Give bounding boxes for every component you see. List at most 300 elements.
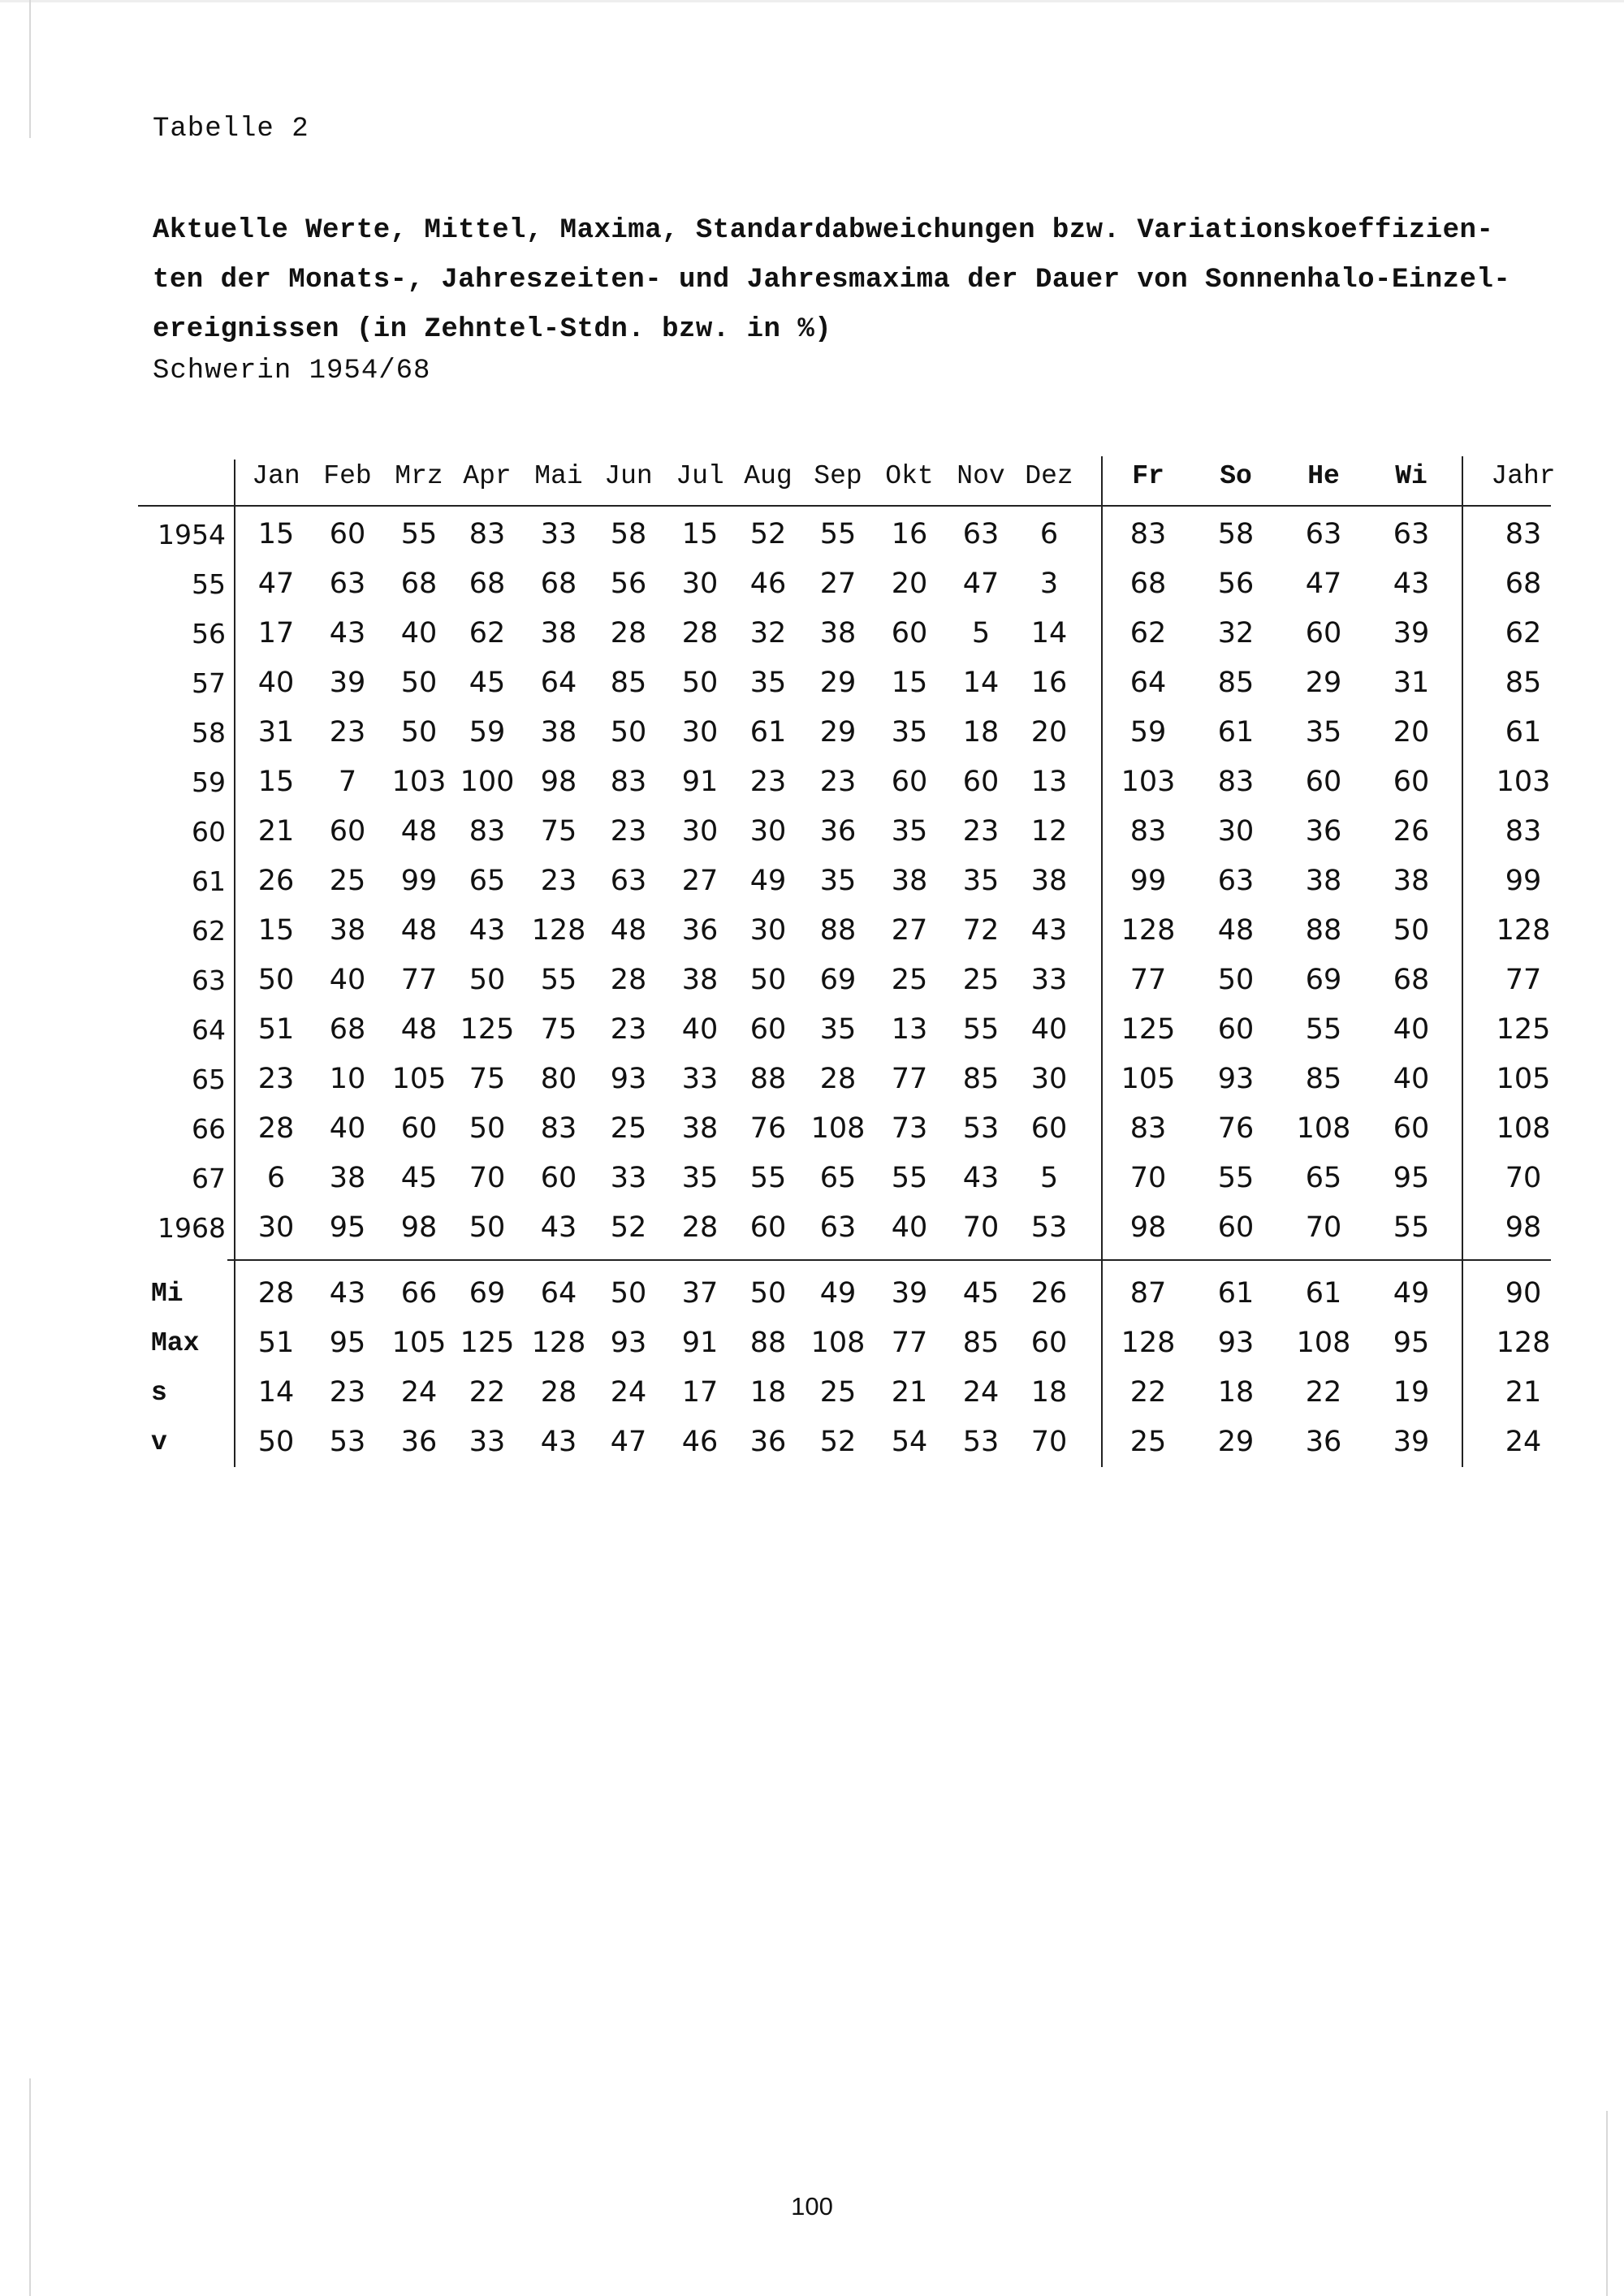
- table-cell: 52: [749, 518, 787, 550]
- table-cell: 77: [1129, 964, 1167, 996]
- table-cell: 77: [891, 1063, 928, 1095]
- summary-cell: 26: [1030, 1277, 1068, 1310]
- table-cell: 50: [681, 667, 719, 699]
- table-cell: 28: [610, 964, 647, 996]
- table-cell: 98: [400, 1211, 438, 1244]
- summary-cell: 50: [257, 1426, 295, 1458]
- table-cell: 39: [1393, 617, 1430, 650]
- table-cell: 38: [681, 964, 719, 996]
- table-cell: 38: [819, 617, 857, 650]
- table-cell: 55: [749, 1162, 787, 1194]
- table-cell: 56: [1217, 568, 1255, 600]
- table-cell: 88: [819, 914, 857, 947]
- summary-cell: 93: [1217, 1327, 1255, 1359]
- table-cell: 83: [540, 1112, 577, 1145]
- summary-cell: 108: [810, 1327, 866, 1359]
- table-cell: 43: [329, 617, 366, 650]
- table-cell: 103: [391, 766, 447, 798]
- column-header-dez: Dez: [1025, 461, 1073, 491]
- table-caption: [153, 206, 1566, 355]
- table-cell: 83: [1505, 815, 1542, 848]
- table-cell: 58: [610, 518, 647, 550]
- table-cell: 60: [1217, 1211, 1255, 1244]
- summary-label: Max: [151, 1328, 200, 1358]
- table-cell: 29: [819, 667, 857, 699]
- table-cell: 25: [610, 1112, 647, 1145]
- table-cell: 55: [1393, 1211, 1430, 1244]
- column-header-sep: Sep: [814, 461, 862, 491]
- column-header-fr: Fr: [1132, 461, 1164, 491]
- caption-line: Aktuelle Werte, Mittel, Maxima, Standardabweichungen bzw. Variationskoeffizien-: [153, 215, 1494, 246]
- row-year: 59: [192, 766, 226, 798]
- column-header-jun: Jun: [604, 461, 653, 491]
- table-cell: 85: [1305, 1063, 1342, 1095]
- table-cell: 20: [891, 568, 928, 600]
- table-cell: 63: [1305, 518, 1342, 550]
- row-year: 56: [192, 618, 226, 650]
- summary-cell: 36: [400, 1426, 438, 1458]
- table-cell: 53: [962, 1112, 1000, 1145]
- table-cell: 99: [400, 865, 438, 897]
- table-cell: 47: [257, 568, 295, 600]
- table-cell: 15: [257, 766, 295, 798]
- table-cell: 38: [681, 1112, 719, 1145]
- table-cell: 32: [749, 617, 787, 650]
- table-cell: 23: [540, 865, 577, 897]
- summary-cell: 28: [540, 1376, 577, 1409]
- table-cell: 103: [1496, 766, 1551, 798]
- table-cell: 38: [1030, 865, 1068, 897]
- table-cell: 62: [1129, 617, 1167, 650]
- table-cell: 21: [257, 815, 295, 848]
- summary-cell: 25: [1129, 1426, 1167, 1458]
- summary-cell: 95: [329, 1327, 366, 1359]
- summary-cell: 70: [1030, 1426, 1068, 1458]
- summary-cell: 49: [1393, 1277, 1430, 1310]
- table-cell: 40: [891, 1211, 928, 1244]
- table-cell: 68: [329, 1013, 366, 1046]
- table-cell: 68: [1129, 568, 1167, 600]
- summary-cell: 88: [749, 1327, 787, 1359]
- table-cell: 70: [1305, 1211, 1342, 1244]
- summary-cell: 22: [1129, 1376, 1167, 1409]
- summary-cell: 128: [1121, 1327, 1176, 1359]
- column-header-jan: Jan: [252, 461, 300, 491]
- summary-cell: 91: [681, 1327, 719, 1359]
- table-cell: 105: [1496, 1063, 1551, 1095]
- table-cell: 55: [962, 1013, 1000, 1046]
- table-cell: 105: [391, 1063, 447, 1095]
- station-period: Schwerin 1954/68: [153, 356, 431, 386]
- summary-cell: 108: [1296, 1327, 1351, 1359]
- summary-cell: 29: [1217, 1426, 1255, 1458]
- table-cell: 45: [400, 1162, 438, 1194]
- table-cell: 49: [749, 865, 787, 897]
- table-cell: 50: [749, 964, 787, 996]
- table-cell: 35: [819, 1013, 857, 1046]
- table-row: [138, 1055, 1567, 1104]
- table-cell: 38: [540, 617, 577, 650]
- summary-cell: 69: [469, 1277, 506, 1310]
- table-cell: 64: [1129, 667, 1167, 699]
- table-cell: 108: [1296, 1112, 1351, 1145]
- column-header-so: So: [1220, 461, 1252, 491]
- table-cell: 14: [1030, 617, 1068, 650]
- table-cell: 83: [469, 815, 506, 848]
- table-cell: 63: [1217, 865, 1255, 897]
- summary-cell: 37: [681, 1277, 719, 1310]
- summary-cell: 45: [962, 1277, 1000, 1310]
- table-cell: 36: [819, 815, 857, 848]
- table-cell: 75: [540, 815, 577, 848]
- table-cell: 39: [329, 667, 366, 699]
- column-header-feb: Feb: [323, 461, 372, 491]
- column-header-jul: Jul: [676, 461, 724, 491]
- table-cell: 35: [891, 815, 928, 848]
- table-cell: 40: [257, 667, 295, 699]
- table-cell: 95: [329, 1211, 366, 1244]
- row-year: 64: [192, 1014, 226, 1046]
- table-cell: 60: [1305, 766, 1342, 798]
- summary-cell: 17: [681, 1376, 719, 1409]
- column-header-wi: Wi: [1395, 461, 1427, 491]
- summary-cell: 95: [1393, 1327, 1430, 1359]
- table-cell: 26: [1393, 815, 1430, 848]
- table-cell: 50: [257, 964, 295, 996]
- table-cell: 40: [329, 1112, 366, 1145]
- table-cell: 48: [400, 1013, 438, 1046]
- table-cell: 43: [1030, 914, 1068, 947]
- table-row: [138, 510, 1567, 559]
- table-cell: 63: [819, 1211, 857, 1244]
- summary-row: [138, 1418, 1567, 1467]
- table-cell: 68: [540, 568, 577, 600]
- table-row: [138, 956, 1567, 1005]
- table-cell: 83: [1129, 1112, 1167, 1145]
- table-cell: 98: [1129, 1211, 1167, 1244]
- table-cell: 33: [681, 1063, 719, 1095]
- table-cell: 60: [891, 766, 928, 798]
- summary-label: v: [151, 1427, 167, 1457]
- scan-top-edge: [0, 0, 1624, 2]
- table-cell: 98: [1505, 1211, 1542, 1244]
- table-cell: 73: [891, 1112, 928, 1145]
- table-cell: 61: [749, 716, 787, 749]
- table-cell: 36: [681, 914, 719, 947]
- table-cell: 76: [749, 1112, 787, 1145]
- table-cell: 40: [1393, 1063, 1430, 1095]
- table-cell: 20: [1030, 716, 1068, 749]
- table-cell: 63: [329, 568, 366, 600]
- table-row: [138, 1154, 1567, 1203]
- table-cell: 93: [1217, 1063, 1255, 1095]
- table-cell: 91: [681, 766, 719, 798]
- table-cell: 5: [1039, 1162, 1059, 1194]
- table-cell: 43: [1393, 568, 1430, 600]
- table-cell: 38: [540, 716, 577, 749]
- table-cell: 31: [257, 716, 295, 749]
- table-cell: 105: [1121, 1063, 1176, 1095]
- table-cell: 64: [540, 667, 577, 699]
- table-cell: 33: [540, 518, 577, 550]
- table-cell: 50: [400, 667, 438, 699]
- table-cell: 75: [540, 1013, 577, 1046]
- table-cell: 50: [610, 716, 647, 749]
- summary-cell: 21: [891, 1376, 928, 1409]
- column-header-nov: Nov: [957, 461, 1005, 491]
- summary-cell: 51: [257, 1327, 295, 1359]
- table-cell: 88: [749, 1063, 787, 1095]
- summary-cell: 43: [540, 1426, 577, 1458]
- column-header-jahr: Jahr: [1491, 461, 1556, 491]
- table-cell: 15: [257, 914, 295, 947]
- table-cell: 128: [1121, 914, 1176, 947]
- summary-cell: 61: [1217, 1277, 1255, 1310]
- table-cell: 68: [1393, 964, 1430, 996]
- row-year: 63: [192, 965, 226, 996]
- table-cell: 30: [257, 1211, 295, 1244]
- table-cell: 63: [962, 518, 1000, 550]
- table-cell: 23: [819, 766, 857, 798]
- table-cell: 125: [460, 1013, 515, 1046]
- table-cell: 38: [329, 1162, 366, 1194]
- table-cell: 40: [400, 617, 438, 650]
- caption-line: ereignissen (in Zehntel-Stdn. bzw. in %): [153, 314, 832, 345]
- table-cell: 99: [1129, 865, 1167, 897]
- table-row: [138, 857, 1567, 906]
- table-cell: 61: [1505, 716, 1542, 749]
- table-row: [138, 1005, 1567, 1055]
- table-cell: 27: [891, 914, 928, 947]
- table-cell: 65: [1305, 1162, 1342, 1194]
- row-year: 58: [192, 717, 226, 749]
- column-header-mai: Mai: [534, 461, 583, 491]
- table-cell: 51: [257, 1013, 295, 1046]
- table-cell: 62: [1505, 617, 1542, 650]
- table-cell: 27: [819, 568, 857, 600]
- column-header-apr: Apr: [463, 461, 512, 491]
- table-cell: 12: [1030, 815, 1068, 848]
- table-cell: 35: [891, 716, 928, 749]
- scan-left-edge-bottom: [29, 2078, 31, 2296]
- table-cell: 56: [610, 568, 647, 600]
- table-cell: 128: [1496, 914, 1551, 947]
- summary-cell: 50: [610, 1277, 647, 1310]
- summary-cell: 66: [400, 1277, 438, 1310]
- table-cell: 10: [329, 1063, 366, 1095]
- table-row: [138, 757, 1567, 807]
- summary-cell: 52: [819, 1426, 857, 1458]
- table-row: [138, 906, 1567, 956]
- table-cell: 6: [266, 1162, 286, 1194]
- table-cell: 17: [257, 617, 295, 650]
- table-cell: 3: [1039, 568, 1059, 600]
- table-cell: 53: [1030, 1211, 1068, 1244]
- summary-cell: 49: [819, 1277, 857, 1310]
- table-cell: 40: [681, 1013, 719, 1046]
- table-cell: 93: [610, 1063, 647, 1095]
- column-header-mrz: Mrz: [395, 461, 443, 491]
- table-cell: 70: [1129, 1162, 1167, 1194]
- summary-cell: 36: [1305, 1426, 1342, 1458]
- table-cell: 28: [610, 617, 647, 650]
- table-cell: 40: [1030, 1013, 1068, 1046]
- summary-cell: 22: [1305, 1376, 1342, 1409]
- table-cell: 85: [610, 667, 647, 699]
- summary-cell: 128: [531, 1327, 586, 1359]
- table-cell: 30: [681, 815, 719, 848]
- table-row: [138, 708, 1567, 757]
- table-cell: 18: [962, 716, 1000, 749]
- scan-right-edge: [1606, 2111, 1608, 2296]
- table-cell: 60: [1305, 617, 1342, 650]
- summary-cell: 19: [1393, 1376, 1430, 1409]
- table-cell: 62: [469, 617, 506, 650]
- table-cell: 28: [681, 617, 719, 650]
- table-cell: 26: [257, 865, 295, 897]
- table-cell: 85: [1217, 667, 1255, 699]
- table-row: [138, 1104, 1567, 1154]
- summary-cell: 39: [891, 1277, 928, 1310]
- table-cell: 35: [962, 865, 1000, 897]
- summary-row: [138, 1318, 1567, 1368]
- table-cell: 60: [1393, 1112, 1430, 1145]
- table-cell: 50: [1393, 914, 1430, 947]
- table-cell: 28: [819, 1063, 857, 1095]
- table-cell: 29: [819, 716, 857, 749]
- summary-cell: 105: [391, 1327, 447, 1359]
- table-cell: 48: [400, 914, 438, 947]
- row-year: 65: [192, 1064, 226, 1095]
- summary-label: Mi: [151, 1279, 184, 1309]
- table-cell: 13: [1030, 766, 1068, 798]
- table-row: [138, 658, 1567, 708]
- table-cell: 50: [1217, 964, 1255, 996]
- summary-cell: 46: [681, 1426, 719, 1458]
- table-cell: 70: [469, 1162, 506, 1194]
- summary-cell: 36: [749, 1426, 787, 1458]
- summary-label: s: [151, 1378, 167, 1408]
- table-cell: 83: [1217, 766, 1255, 798]
- summary-cell: 24: [962, 1376, 1000, 1409]
- table-cell: 15: [681, 518, 719, 550]
- table-cell: 83: [1505, 518, 1542, 550]
- row-year: 66: [192, 1113, 226, 1145]
- summary-cell: 18: [749, 1376, 787, 1409]
- table-cell: 60: [891, 617, 928, 650]
- row-year: 1968: [158, 1212, 226, 1244]
- table-cell: 16: [891, 518, 928, 550]
- table-cell: 125: [1496, 1013, 1551, 1046]
- table-cell: 38: [1393, 865, 1430, 897]
- table-cell: 80: [540, 1063, 577, 1095]
- summary-cell: 21: [1505, 1376, 1542, 1409]
- table-cell: 38: [329, 914, 366, 947]
- table-cell: 70: [962, 1211, 1000, 1244]
- row-year: 61: [192, 865, 226, 897]
- row-year: 1954: [158, 519, 226, 550]
- table-cell: 35: [681, 1162, 719, 1194]
- summary-cell: 18: [1030, 1376, 1068, 1409]
- table-cell: 5: [971, 617, 991, 650]
- row-year: 67: [192, 1163, 226, 1194]
- table-cell: 38: [1305, 865, 1342, 897]
- column-header-okt: Okt: [885, 461, 934, 491]
- table-label: Tabelle 2: [153, 114, 309, 145]
- table-cell: 48: [610, 914, 647, 947]
- table-cell: 58: [1217, 518, 1255, 550]
- table-cell: 99: [1505, 865, 1542, 897]
- row-year: 55: [192, 568, 226, 600]
- table-cell: 125: [1121, 1013, 1176, 1046]
- table-cell: 100: [460, 766, 515, 798]
- table-cell: 13: [891, 1013, 928, 1046]
- summary-cell: 24: [1505, 1426, 1542, 1458]
- table-cell: 28: [681, 1211, 719, 1244]
- table-cell: 50: [469, 1112, 506, 1145]
- table-cell: 48: [400, 815, 438, 848]
- table-cell: 52: [610, 1211, 647, 1244]
- table-row: [138, 559, 1567, 609]
- table-cell: 55: [540, 964, 577, 996]
- table-cell: 50: [469, 1211, 506, 1244]
- table-cell: 68: [469, 568, 506, 600]
- summary-cell: 22: [469, 1376, 506, 1409]
- summary-cell: 128: [1496, 1327, 1551, 1359]
- table-cell: 23: [329, 716, 366, 749]
- summary-cell: 24: [400, 1376, 438, 1409]
- table-cell: 6: [1039, 518, 1059, 550]
- table-cell: 60: [329, 815, 366, 848]
- summary-cell: 25: [819, 1376, 857, 1409]
- table-cell: 46: [749, 568, 787, 600]
- table-cell: 60: [329, 518, 366, 550]
- table-cell: 59: [1129, 716, 1167, 749]
- table-cell: 75: [469, 1063, 506, 1095]
- scan-left-edge: [29, 0, 31, 138]
- summary-cell: 14: [257, 1376, 295, 1409]
- summary-cell: 33: [469, 1426, 506, 1458]
- table-cell: 60: [1030, 1112, 1068, 1145]
- table-cell: 36: [1305, 815, 1342, 848]
- table-cell: 31: [1393, 667, 1430, 699]
- table-cell: 77: [1505, 964, 1542, 996]
- table-cell: 55: [819, 518, 857, 550]
- header-rule: [138, 505, 1551, 507]
- table-cell: 65: [819, 1162, 857, 1194]
- table-cell: 48: [1217, 914, 1255, 947]
- summary-cell: 93: [610, 1327, 647, 1359]
- table-row: [138, 807, 1567, 857]
- summary-cell: 50: [749, 1277, 787, 1310]
- row-year: 62: [192, 915, 226, 947]
- summary-cell: 125: [460, 1327, 515, 1359]
- table-cell: 59: [469, 716, 506, 749]
- table-cell: 50: [400, 716, 438, 749]
- summary-cell: 87: [1129, 1277, 1167, 1310]
- row-year: 57: [192, 667, 226, 699]
- summary-cell: 61: [1305, 1277, 1342, 1310]
- table-cell: 60: [1393, 766, 1430, 798]
- table-cell: 60: [1217, 1013, 1255, 1046]
- summary-cell: 47: [610, 1426, 647, 1458]
- summary-cell: 85: [962, 1327, 1000, 1359]
- table-cell: 63: [610, 865, 647, 897]
- table-cell: 69: [1305, 964, 1342, 996]
- table-cell: 83: [1129, 815, 1167, 848]
- column-header-he: He: [1307, 461, 1340, 491]
- table-cell: 27: [681, 865, 719, 897]
